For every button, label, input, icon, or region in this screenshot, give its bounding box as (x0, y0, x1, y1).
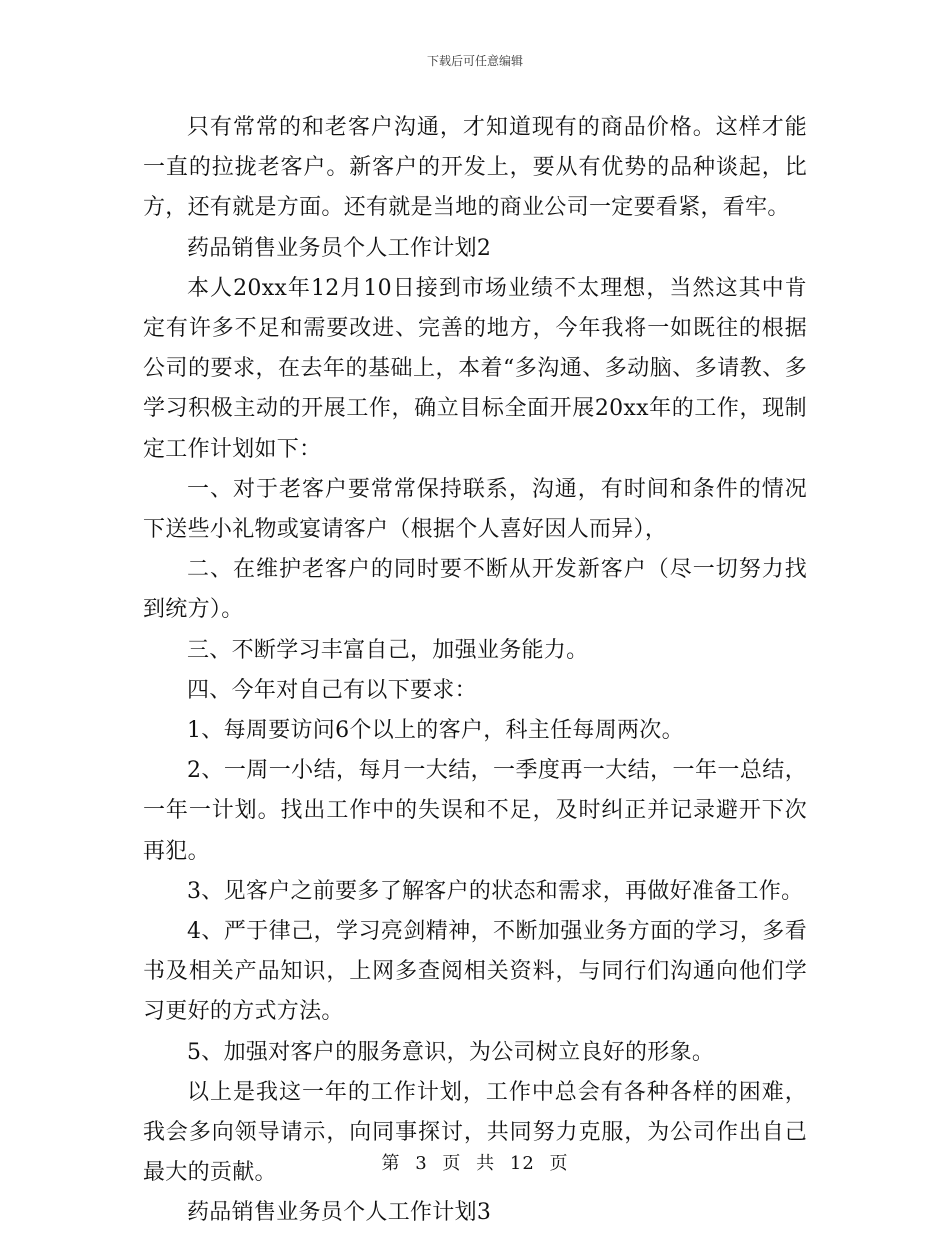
page-footer (0, 1152, 950, 1176)
document-body (143, 108, 807, 1234)
footer-page-word: 页 (442, 1153, 462, 1174)
item-1: 一、对于老客户要常常保持联系，沟通，有时间和条件的情况下送些小礼物或宴请客户（根据个人喜好因人而异）， (143, 476, 807, 543)
footer-total-pages: 12 (509, 1153, 535, 1174)
item-4: 四、今年对自己有以下要求： (187, 677, 477, 703)
paragraph-conclusion: 以上是我这一年的工作计划，工作中总会有各种各样的困难，我会多向领导请示，向同事探讨，共同努力克服，为公司作出自己最大的贡献。 (143, 1079, 807, 1186)
subitem-3: 3、见客户之前要多了解客户的状态和需求，再做好准备工作。 (187, 878, 804, 904)
paragraph-intro: 本人20xx年12月10日接到市场业绩不太理想，当然这其中肯定有许多不足和需要改进、完善的地方，今年我将一如既往的根据公司的要求，在去年的基础上，本着“多沟通、多动脑、多请教、多学习积极主动的开展工作，确立目标全面开展20xx年的工作，现制定工作计划如下： (143, 275, 807, 462)
subitem-1: 1、每周要访问6个以上的客户，科主任每周两次。 (187, 718, 684, 744)
subitem-2: 2、一周一小结，每月一大结，一季度再一大结，一年一总结，一年一计划。找出工作中的失误和不足，及时纠正并记录避开下次再犯。 (143, 758, 807, 864)
item-2: 二、在维护老客户的同时要不断从开发新客户（尽一切努力找到统方）。 (143, 557, 807, 623)
footer-suffix: 页 (549, 1153, 569, 1174)
item-3: 三、不断学习丰富自己，加强业务能力。 (187, 637, 589, 663)
footer-total-word: 共 (476, 1153, 496, 1174)
section-title-plan-3: 药品销售业务员个人工作计划3 (187, 1200, 492, 1226)
footer-prefix: 第 (381, 1153, 401, 1174)
section-title-plan-2: 药品销售业务员个人工作计划2 (187, 235, 492, 261)
footer-current-page: 3 (415, 1153, 428, 1174)
subitem-5: 5、加强对客户的服务意识，为公司树立良好的形象。 (187, 1039, 715, 1065)
paragraph-1: 只有常常的和老客户沟通，才知道现有的商品价格。这样才能一直的拉拢老客户。新客户的开发上，要从有优势的品种谈起，比方，还有就是方面。还有就是当地的商业公司一定要看紧，看牢。 (143, 115, 807, 221)
header-note: 下载后可任意编辑 (426, 54, 523, 68)
subitem-4: 4、严于律己，学习亮剑精神，不断加强业务方面的学习，多看书及相关产品知识，上网多查阅相关资料，与同行们沟通向他们学习更好的方式方法。 (143, 919, 807, 1025)
